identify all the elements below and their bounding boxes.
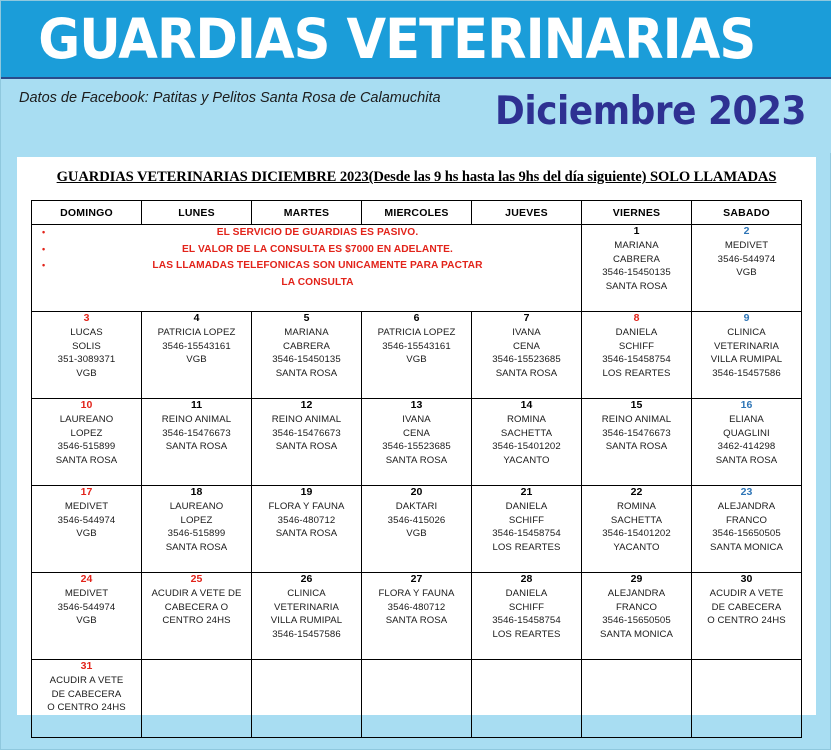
calendar-day-3[interactable] — [32, 312, 142, 399]
day-detail-line: 3546-480712 — [387, 601, 446, 613]
day-detail-line: DE CABECERA — [711, 601, 782, 613]
day-detail-line: REINO ANIMAL — [161, 414, 232, 426]
day-detail-line: SACHETTA — [500, 427, 553, 439]
calendar-day-1[interactable] — [582, 225, 692, 312]
day-detail-line: FLORA Y FAUNA — [378, 588, 455, 600]
day-number: 25 — [190, 573, 203, 585]
calendar-day-19[interactable] — [252, 486, 362, 573]
calendar-day-22[interactable] — [582, 486, 692, 573]
day-detail-line: SCHIFF — [508, 601, 545, 613]
day-detail-line: REINO ANIMAL — [601, 414, 672, 426]
calendar-sheet — [17, 157, 816, 715]
day-detail-line: O CENTRO 24HS — [47, 702, 126, 714]
day-detail-line: 3546-15650505 — [602, 615, 671, 627]
calendar-week-row — [32, 225, 802, 312]
day-detail-line: 3546-15650505 — [712, 528, 781, 540]
day-details — [472, 587, 581, 641]
calendar-week-row — [32, 660, 802, 738]
calendar-cell-empty — [582, 660, 692, 738]
calendar-day-27[interactable] — [362, 573, 472, 660]
calendar-day-9[interactable] — [692, 312, 802, 399]
day-detail-line: 3462-414298 — [717, 441, 776, 453]
day-detail-line: QUAGLINI — [723, 427, 770, 439]
day-number: 24 — [80, 573, 93, 585]
day-detail-line: SANTA ROSA — [275, 441, 338, 453]
banner-title: GUARDIAS VETERINARIAS — [38, 6, 756, 71]
day-detail-line: LUCAS — [70, 327, 103, 339]
day-detail-line: SANTA ROSA — [275, 528, 338, 540]
day-detail-line: SOLIS — [72, 340, 101, 352]
day-detail-line: 3546-415026 — [387, 514, 446, 526]
day-detail-line: SANTA MONICA — [710, 541, 783, 553]
calendar-day-10[interactable] — [32, 399, 142, 486]
calendar-week-row — [32, 312, 802, 399]
day-detail-line: SANTA ROSA — [605, 441, 668, 453]
day-details — [32, 674, 141, 715]
month-title: Diciembre 2023 — [494, 89, 806, 134]
calendar-day-24[interactable] — [32, 573, 142, 660]
day-number: 2 — [743, 225, 750, 237]
calendar-day-15[interactable] — [582, 399, 692, 486]
calendar-day-26[interactable] — [252, 573, 362, 660]
day-details — [582, 500, 691, 554]
day-detail-line: FLORA Y FAUNA — [268, 501, 345, 513]
day-detail-line: YACANTO — [503, 454, 550, 466]
notes-list — [32, 225, 581, 291]
source-note: Datos de Facebook: Patitas y Pelitos Santa Rosa de Calamuchita — [19, 90, 441, 106]
day-detail-line: SANTA ROSA — [385, 454, 448, 466]
day-detail-line: ALEJANDRA — [607, 588, 666, 600]
day-number: 16 — [740, 399, 753, 411]
weekday-header-lunes: LUNES — [142, 201, 252, 225]
day-detail-line: 3546-515899 — [167, 528, 226, 540]
day-number: 4 — [193, 312, 200, 324]
day-detail-line: 3546-15457586 — [272, 628, 341, 640]
day-number: 17 — [80, 486, 93, 498]
calendar-day-16[interactable] — [692, 399, 802, 486]
day-detail-line: 3546-544974 — [57, 601, 116, 613]
sheet-title: GUARDIAS VETERINARIAS DICIEMBRE 2023(Desde las 9 hs hasta las 9hs del día siguiente) SOLO LLAMADAS — [56, 169, 777, 185]
day-detail-line: SANTA ROSA — [715, 454, 778, 466]
day-number: 14 — [520, 399, 533, 411]
day-detail-line: LAUREANO — [169, 501, 224, 513]
day-detail-line: MEDIVET — [64, 588, 109, 600]
day-detail-line: LOS REARTES — [492, 628, 561, 640]
day-detail-line: LOS REARTES — [492, 541, 561, 553]
day-detail-line: VGB — [406, 354, 427, 366]
day-detail-line: SANTA ROSA — [275, 367, 338, 379]
calendar-day-31[interactable] — [32, 660, 142, 738]
day-details — [142, 500, 251, 554]
day-number: 15 — [630, 399, 643, 411]
day-details — [252, 326, 361, 380]
day-detail-line: MEDIVET — [724, 240, 769, 252]
calendar-cell-empty — [252, 660, 362, 738]
day-detail-line: LOPEZ — [180, 514, 213, 526]
day-details — [362, 326, 471, 367]
day-detail-line: 3546-544974 — [717, 253, 776, 265]
day-details — [472, 326, 581, 380]
day-details — [142, 587, 251, 628]
day-detail-line: 3546-15458754 — [602, 354, 671, 366]
day-detail-line: MARIANA — [614, 240, 659, 252]
banner — [1, 1, 831, 79]
notes-block — [32, 225, 582, 312]
calendar-day-23[interactable] — [692, 486, 802, 573]
day-detail-line: VETERINARIA — [713, 340, 780, 352]
day-number: 29 — [630, 573, 643, 585]
day-detail-line: 3546-15401202 — [492, 441, 561, 453]
calendar-day-28[interactable] — [472, 573, 582, 660]
note-item: LA CONSULTA — [281, 276, 354, 288]
day-number: 5 — [303, 312, 310, 324]
day-number: 8 — [633, 312, 640, 324]
day-detail-line: 3546-15476673 — [272, 427, 341, 439]
calendar-day-13[interactable] — [362, 399, 472, 486]
weekday-header-miercoles: MIERCOLES — [362, 201, 472, 225]
day-detail-line: YACANTO — [613, 541, 660, 553]
calendar-day-14[interactable] — [472, 399, 582, 486]
day-detail-line: VILLA RUMIPAL — [270, 615, 343, 627]
day-detail-line: VGB — [736, 267, 757, 279]
calendar-day-30[interactable] — [692, 573, 802, 660]
day-detail-line: SANTA ROSA — [495, 367, 558, 379]
day-detail-line: CABRERA — [612, 253, 661, 265]
day-detail-line: DANIELA — [505, 501, 548, 513]
day-detail-line: DANIELA — [615, 327, 658, 339]
day-detail-line: ELIANA — [729, 414, 764, 426]
calendar-day-18[interactable] — [142, 486, 252, 573]
day-detail-line: SANTA MONICA — [600, 628, 673, 640]
day-detail-line: DAKTARI — [395, 501, 438, 513]
day-detail-line: 3546-15476673 — [602, 427, 671, 439]
calendar-table — [31, 200, 802, 738]
day-detail-line: SANTA ROSA — [605, 280, 668, 292]
day-detail-line: 3546-15543161 — [162, 340, 231, 352]
day-number: 6 — [413, 312, 420, 324]
weekday-header-martes: MARTES — [252, 201, 362, 225]
day-number: 13 — [410, 399, 423, 411]
day-detail-line: ROMINA — [617, 501, 656, 513]
calendar-day-11[interactable] — [142, 399, 252, 486]
day-details — [142, 413, 251, 454]
day-detail-line: SCHIFF — [618, 340, 655, 352]
day-number: 19 — [300, 486, 313, 498]
day-detail-line: 3546-15543161 — [382, 340, 451, 352]
calendar-day-25[interactable] — [142, 573, 252, 660]
calendar-day-2[interactable] — [692, 225, 802, 312]
day-detail-line: SANTA ROSA — [165, 441, 228, 453]
calendar-day-20[interactable] — [362, 486, 472, 573]
day-detail-line: IVANA — [402, 414, 431, 426]
day-details — [582, 413, 691, 454]
day-detail-line: LAUREANO — [59, 414, 114, 426]
calendar-day-8[interactable] — [582, 312, 692, 399]
day-detail-line: CENA — [512, 340, 541, 352]
day-details — [142, 326, 251, 367]
day-details — [472, 413, 581, 467]
weekday-header-viernes: VIERNES — [582, 201, 692, 225]
day-detail-line: MARIANA — [284, 327, 329, 339]
day-details — [362, 413, 471, 467]
calendar-cell-empty — [472, 660, 582, 738]
day-detail-line: 3546-15476673 — [162, 427, 231, 439]
note-item: • LAS LLAMADAS TELEFONICAS SON UNICAMENTE PARA PACTAR — [54, 258, 581, 275]
day-number: 30 — [740, 573, 753, 585]
day-detail-line: 3546-544974 — [57, 514, 116, 526]
weekday-header-row — [32, 201, 802, 225]
day-detail-line: PATRICIA LOPEZ — [377, 327, 456, 339]
day-detail-line: VETERINARIA — [273, 601, 340, 613]
day-number: 22 — [630, 486, 643, 498]
calendar-day-17[interactable] — [32, 486, 142, 573]
day-details — [252, 500, 361, 541]
day-detail-line: 3546-15523685 — [382, 441, 451, 453]
day-number: 11 — [190, 399, 203, 411]
day-detail-line: SACHETTA — [610, 514, 663, 526]
day-details — [582, 326, 691, 380]
day-number: 3 — [83, 312, 90, 324]
day-detail-line: ACUDIR A VETE — [49, 675, 124, 687]
calendar-day-6[interactable] — [362, 312, 472, 399]
day-number: 21 — [520, 486, 533, 498]
calendar-day-12[interactable] — [252, 399, 362, 486]
day-details — [362, 587, 471, 628]
calendar-day-4[interactable] — [142, 312, 252, 399]
day-detail-line: VGB — [76, 528, 97, 540]
day-details — [692, 239, 801, 280]
day-detail-line: 3546-480712 — [277, 514, 336, 526]
day-details — [692, 587, 801, 628]
day-number: 31 — [80, 660, 93, 672]
calendar-cell-empty — [692, 660, 802, 738]
note-item: • EL SERVICIO DE GUARDIAS ES PASIVO. — [54, 225, 581, 242]
day-number: 9 — [743, 312, 750, 324]
day-details — [692, 413, 801, 467]
day-number: 10 — [80, 399, 93, 411]
day-number: 12 — [300, 399, 313, 411]
day-detail-line: FRANCO — [615, 601, 658, 613]
day-detail-line: SANTA ROSA — [165, 541, 228, 553]
calendar-day-5[interactable] — [252, 312, 362, 399]
day-details — [582, 587, 691, 641]
calendar-week-row — [32, 486, 802, 573]
note-item: • EL VALOR DE LA CONSULTA ES $7000 EN ADELANTE. — [54, 242, 581, 259]
day-detail-line: CENTRO 24HS — [162, 615, 231, 627]
day-details — [252, 413, 361, 454]
day-detail-line: CABRERA — [282, 340, 331, 352]
day-details — [252, 587, 361, 641]
day-detail-line: ROMINA — [507, 414, 546, 426]
day-detail-line: SCHIFF — [508, 514, 545, 526]
day-detail-line: VGB — [76, 615, 97, 627]
day-number: 27 — [410, 573, 423, 585]
day-detail-line: ACUDIR A VETE DE — [151, 588, 242, 600]
day-number: 28 — [520, 573, 533, 585]
day-detail-line: FRANCO — [725, 514, 768, 526]
day-detail-line: CLINICA — [727, 327, 766, 339]
day-detail-line: VGB — [406, 528, 427, 540]
day-detail-line: O CENTRO 24HS — [707, 615, 786, 627]
day-detail-line: LOS REARTES — [602, 367, 671, 379]
calendar-day-21[interactable] — [472, 486, 582, 573]
day-details — [362, 500, 471, 541]
day-detail-line: 351-3089371 — [57, 354, 116, 366]
day-detail-line: SANTA ROSA — [55, 454, 118, 466]
day-detail-line: 3546-15401202 — [602, 528, 671, 540]
calendar-cell-empty — [142, 660, 252, 738]
day-detail-line: CABECERA O — [164, 601, 229, 613]
day-detail-line: 3546-15458754 — [492, 528, 561, 540]
calendar-week-row — [32, 573, 802, 660]
day-detail-line: CENA — [402, 427, 431, 439]
day-detail-line: VGB — [76, 367, 97, 379]
day-detail-line: DANIELA — [505, 588, 548, 600]
calendar-day-29[interactable] — [582, 573, 692, 660]
day-detail-line: 3546-15450135 — [602, 267, 671, 279]
day-number: 18 — [190, 486, 203, 498]
day-detail-line: IVANA — [512, 327, 541, 339]
day-detail-line: ALEJANDRA — [717, 501, 776, 513]
day-number: 1 — [633, 225, 640, 237]
weekday-header-domingo: DOMINGO — [32, 201, 142, 225]
subheader — [1, 79, 831, 153]
day-detail-line: VILLA RUMIPAL — [710, 354, 783, 366]
day-detail-line: MEDIVET — [64, 501, 109, 513]
day-detail-line: 3546-15458754 — [492, 615, 561, 627]
day-detail-line: SANTA ROSA — [385, 615, 448, 627]
day-number: 7 — [523, 312, 530, 324]
day-detail-line: DE CABECERA — [51, 688, 122, 700]
day-details — [32, 413, 141, 467]
day-detail-line: 3546-515899 — [57, 441, 116, 453]
day-detail-line: 3546-15457586 — [712, 367, 781, 379]
day-detail-line: 3546-15523685 — [492, 354, 561, 366]
day-detail-line: 3546-15450135 — [272, 354, 341, 366]
day-details — [472, 500, 581, 554]
day-number: 26 — [300, 573, 313, 585]
day-details — [32, 587, 141, 628]
day-detail-line: PATRICIA LOPEZ — [157, 327, 236, 339]
day-details — [692, 500, 801, 554]
day-detail-line: VGB — [186, 354, 207, 366]
weekday-header-sabado: SABADO — [692, 201, 802, 225]
calendar-day-7[interactable] — [472, 312, 582, 399]
day-detail-line: CLINICA — [287, 588, 326, 600]
day-number: 20 — [410, 486, 423, 498]
day-details — [32, 326, 141, 380]
day-detail-line: LOPEZ — [70, 427, 103, 439]
day-detail-line: ACUDIR A VETE — [709, 588, 784, 600]
day-number: 23 — [740, 486, 753, 498]
calendar-week-row — [32, 399, 802, 486]
weekday-header-jueves: JUEVES — [472, 201, 582, 225]
day-details — [582, 239, 691, 293]
day-detail-line: REINO ANIMAL — [271, 414, 342, 426]
day-details — [692, 326, 801, 380]
calendar-cell-empty — [362, 660, 472, 738]
day-details — [32, 500, 141, 541]
